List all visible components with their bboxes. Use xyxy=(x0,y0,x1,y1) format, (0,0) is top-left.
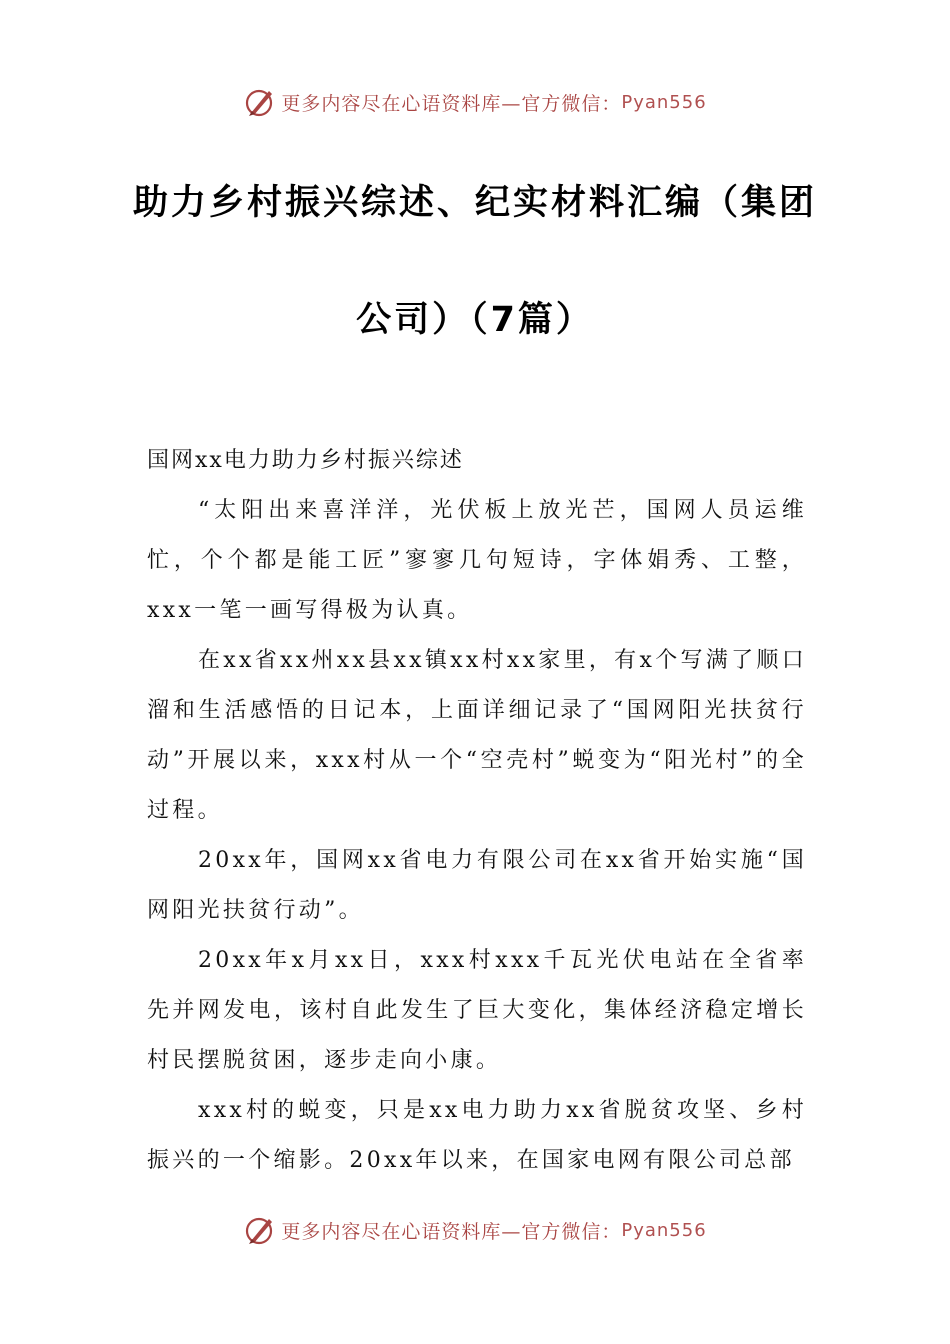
document-title-line-2: 公司）（7篇） xyxy=(356,300,594,340)
watermark-banner-top xyxy=(0,82,950,122)
quill-pen-icon xyxy=(243,1213,277,1247)
paragraph: 20xx年x月xx日，xxx村xxx千瓦光伏电站在全省率先并网发电，该村自此发生了巨大变化，集体经济稳定增长村民摆脱贫困，逐步走向小康。 xyxy=(147,948,807,1073)
paragraph: 在xx省xx州xx县xx镇xx村xx家里，有x个写满了顺口溜和生活感悟的日记本，上面详细记录了“国网阳光扶贫行动”开展以来，xxx村从一个“空壳村”蜕变为“阳光村”的全过程。 xyxy=(147,648,807,823)
watermark-wechat-id: Pyan556 xyxy=(621,91,707,113)
watermark-wechat-id: Pyan556 xyxy=(621,1219,707,1241)
paragraph: “太阳出来喜洋洋，光伏板上放光芒，国网人员运维忙，个个都是能工匠”寥寥几句短诗，字体娟秀、工整，xxx一笔一画写得极为认真。 xyxy=(147,498,807,623)
watermark-text: 更多内容尽在心语资料库—官方微信： xyxy=(281,1220,622,1243)
paragraph: xxx村的蜕变，只是xx电力助力xx省脱贫攻坚、乡村振兴的一个缩影。20xx年以来，在国家电网有限公司总部 xyxy=(147,1098,807,1173)
watermark-text: 更多内容尽在心语资料库—官方微信： xyxy=(281,92,622,115)
document-title-line-1: 助力乡村振兴综述、纪实材料汇编（集团 xyxy=(132,183,817,223)
quill-pen-icon xyxy=(243,85,277,119)
document-body xyxy=(147,436,807,1186)
paragraph: 20xx年，国网xx省电力有限公司在xx省开始实施“国网阳光扶贫行动”。 xyxy=(147,848,807,923)
watermark-banner-bottom xyxy=(0,1210,950,1250)
section-heading: 国网xx电力助力乡村振兴综述 xyxy=(147,448,464,473)
